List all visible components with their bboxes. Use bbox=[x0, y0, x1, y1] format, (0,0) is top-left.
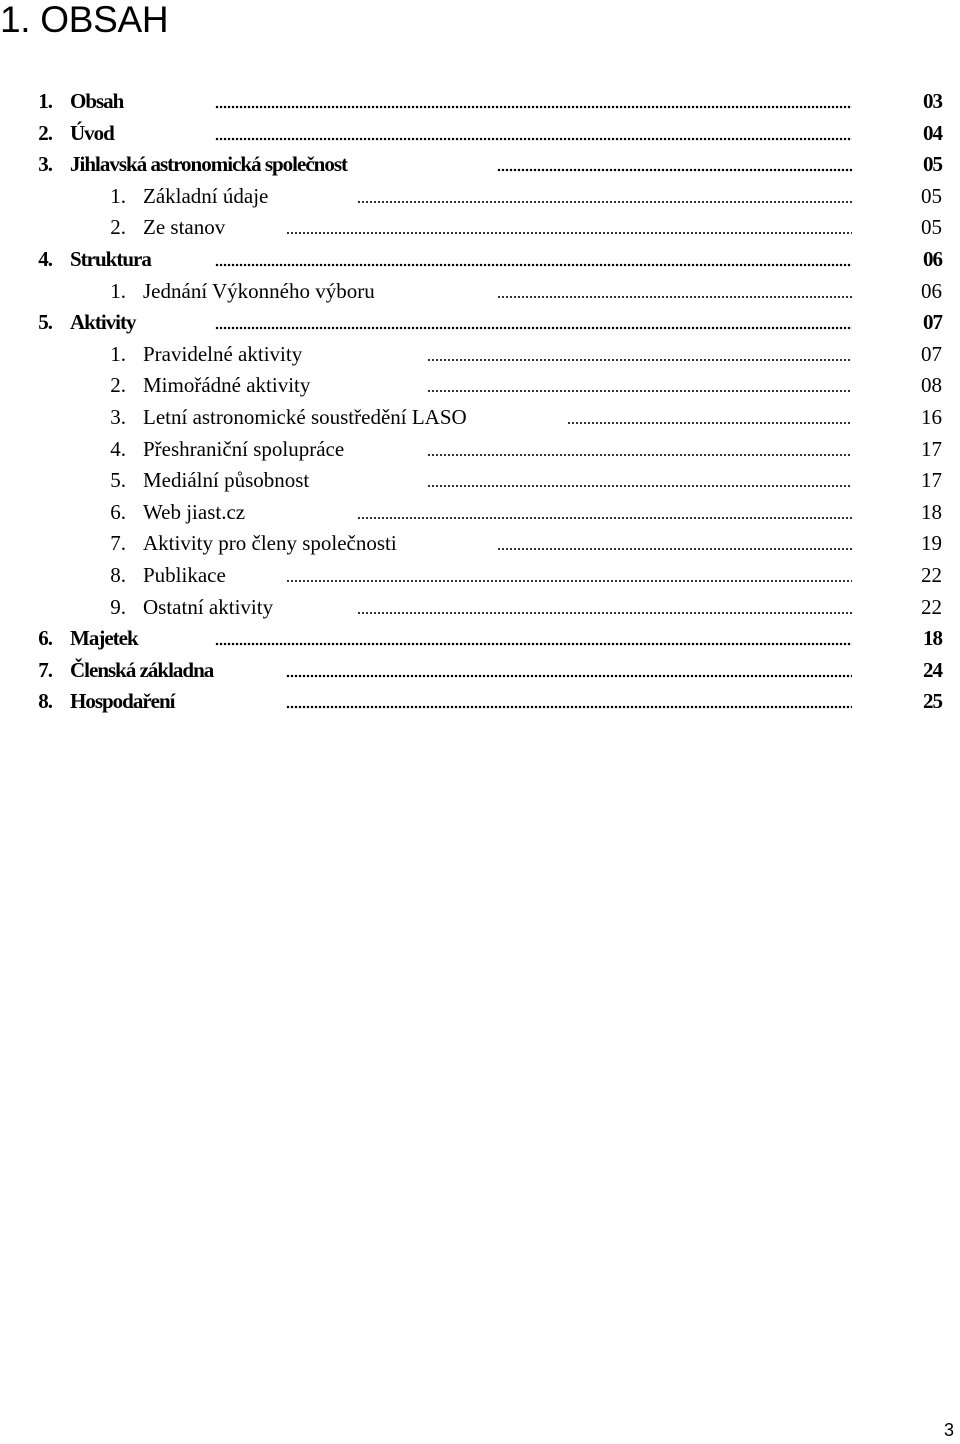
toc-entry-number: 4. bbox=[38, 246, 52, 271]
toc-entry[interactable] bbox=[0, 181, 960, 213]
toc-entry-number: 2. bbox=[38, 120, 52, 145]
toc-entry-page: 24 bbox=[923, 657, 942, 682]
dot-leader bbox=[497, 164, 852, 172]
dot-leader bbox=[215, 133, 852, 141]
dot-leader bbox=[427, 449, 852, 457]
toc-entry-page: 07 bbox=[923, 310, 942, 335]
dot-leader bbox=[567, 417, 852, 425]
toc-entry-number: 2. bbox=[110, 373, 126, 398]
toc-entry-label: Aktivity pro členy společnosti bbox=[143, 531, 397, 556]
toc-entry[interactable] bbox=[0, 86, 960, 118]
toc-entry[interactable] bbox=[0, 276, 960, 308]
page-title: 1. OBSAH bbox=[0, 0, 169, 40]
toc-entry-label: Hospodaření bbox=[70, 689, 175, 714]
toc-entry-label: Úvod bbox=[70, 120, 114, 145]
dot-leader bbox=[357, 607, 852, 615]
toc-entry-label: Majetek bbox=[70, 626, 138, 651]
dot-leader bbox=[427, 385, 852, 393]
toc-entry-page: 18 bbox=[923, 626, 942, 651]
toc-entry-label: Členská základna bbox=[70, 657, 214, 682]
toc-entry[interactable] bbox=[0, 307, 960, 339]
toc-entry-number: 7. bbox=[38, 657, 52, 682]
toc-entry[interactable] bbox=[0, 149, 960, 181]
toc-entry-label: Mimořádné aktivity bbox=[143, 373, 311, 398]
toc-entry-page: 25 bbox=[923, 689, 942, 714]
toc-entry-number: 7. bbox=[110, 531, 126, 556]
toc-entry-label: Web jiast.cz bbox=[143, 499, 246, 524]
toc-entry-label: Mediální působnost bbox=[143, 468, 310, 493]
toc-entry-label: Ostatní aktivity bbox=[143, 594, 274, 619]
toc-entry-number: 9. bbox=[110, 594, 126, 619]
dot-leader bbox=[215, 101, 852, 109]
toc-entry[interactable] bbox=[0, 592, 960, 624]
dot-leader bbox=[497, 543, 852, 551]
toc-entry-label: Přeshraniční spolupráce bbox=[143, 436, 345, 461]
toc-entry-number: 8. bbox=[38, 689, 52, 714]
toc-entry-number: 4. bbox=[110, 436, 126, 461]
dot-leader bbox=[427, 354, 852, 362]
dot-leader bbox=[286, 227, 852, 235]
dot-leader bbox=[215, 322, 852, 330]
toc-entry-number: 2. bbox=[110, 215, 126, 240]
toc-entry-label: Publikace bbox=[143, 562, 226, 587]
dot-leader bbox=[427, 480, 852, 488]
toc-entry-number: 5. bbox=[110, 468, 126, 493]
toc-entry-page: 19 bbox=[921, 531, 942, 556]
toc-entry-page: 17 bbox=[921, 468, 942, 493]
toc-entry-number: 1. bbox=[110, 278, 126, 303]
toc-entry-label: Aktivity bbox=[70, 310, 136, 335]
toc-entry-number: 6. bbox=[38, 626, 52, 651]
toc-entry[interactable] bbox=[0, 402, 960, 434]
toc-entry-label: Jihlavská astronomická společnost bbox=[70, 152, 347, 177]
toc-entry[interactable] bbox=[0, 497, 960, 529]
toc-entry-label: Pravidelné aktivity bbox=[143, 341, 303, 366]
toc-entry-number: 3. bbox=[110, 404, 126, 429]
dot-leader bbox=[286, 670, 852, 678]
toc-entry-label: Letní astronomické soustředění LASO bbox=[143, 404, 467, 429]
toc-entry-number: 1. bbox=[38, 89, 52, 113]
toc-entry-page: 06 bbox=[921, 278, 942, 303]
table-of-contents bbox=[0, 86, 960, 718]
page-number: 3 bbox=[943, 1420, 954, 1440]
toc-entry-number: 1. bbox=[110, 183, 126, 208]
toc-entry[interactable] bbox=[0, 244, 960, 276]
toc-entry[interactable] bbox=[0, 212, 960, 244]
toc-entry-number: 6. bbox=[110, 499, 126, 524]
dot-leader bbox=[215, 259, 852, 267]
toc-entry[interactable] bbox=[0, 655, 960, 687]
toc-entry-page: 04 bbox=[923, 120, 942, 145]
toc-entry-number: 1. bbox=[110, 341, 126, 366]
toc-entry-page: 22 bbox=[921, 594, 942, 619]
toc-entry-label: Obsah bbox=[70, 89, 124, 113]
toc-entry-label: Ze stanov bbox=[143, 215, 226, 240]
toc-entry-label: Jednání Výkonného výboru bbox=[143, 278, 375, 303]
dot-leader bbox=[286, 701, 852, 709]
toc-entry-number: 3. bbox=[38, 152, 52, 177]
toc-entry[interactable] bbox=[0, 465, 960, 497]
toc-entry-page: 03 bbox=[923, 89, 942, 113]
toc-entry-number: 5. bbox=[38, 310, 52, 335]
toc-entry[interactable] bbox=[0, 528, 960, 560]
toc-entry-page: 17 bbox=[921, 436, 942, 461]
dot-leader bbox=[357, 196, 852, 204]
toc-entry-label: Základní údaje bbox=[143, 183, 269, 208]
dot-leader bbox=[215, 638, 852, 646]
toc-entry-page: 08 bbox=[921, 373, 942, 398]
toc-entry-page: 06 bbox=[923, 246, 942, 271]
toc-entry-page: 16 bbox=[921, 404, 942, 429]
dot-leader bbox=[286, 575, 852, 583]
toc-entry[interactable] bbox=[0, 623, 960, 655]
toc-entry-page: 05 bbox=[921, 215, 942, 240]
toc-entry[interactable] bbox=[0, 434, 960, 466]
toc-entry-page: 05 bbox=[923, 152, 942, 177]
toc-entry[interactable] bbox=[0, 118, 960, 150]
toc-entry-page: 22 bbox=[921, 562, 942, 587]
toc-entry-number: 8. bbox=[110, 562, 126, 587]
toc-entry-page: 05 bbox=[921, 183, 942, 208]
dot-leader bbox=[357, 512, 852, 520]
toc-entry[interactable] bbox=[0, 339, 960, 371]
toc-entry[interactable] bbox=[0, 686, 960, 718]
dot-leader bbox=[497, 291, 852, 299]
toc-entry-label: Struktura bbox=[70, 246, 151, 271]
toc-entry-page: 07 bbox=[921, 341, 942, 366]
toc-entry-page: 18 bbox=[921, 499, 942, 524]
toc-entry[interactable] bbox=[0, 370, 960, 402]
toc-entry[interactable] bbox=[0, 560, 960, 592]
